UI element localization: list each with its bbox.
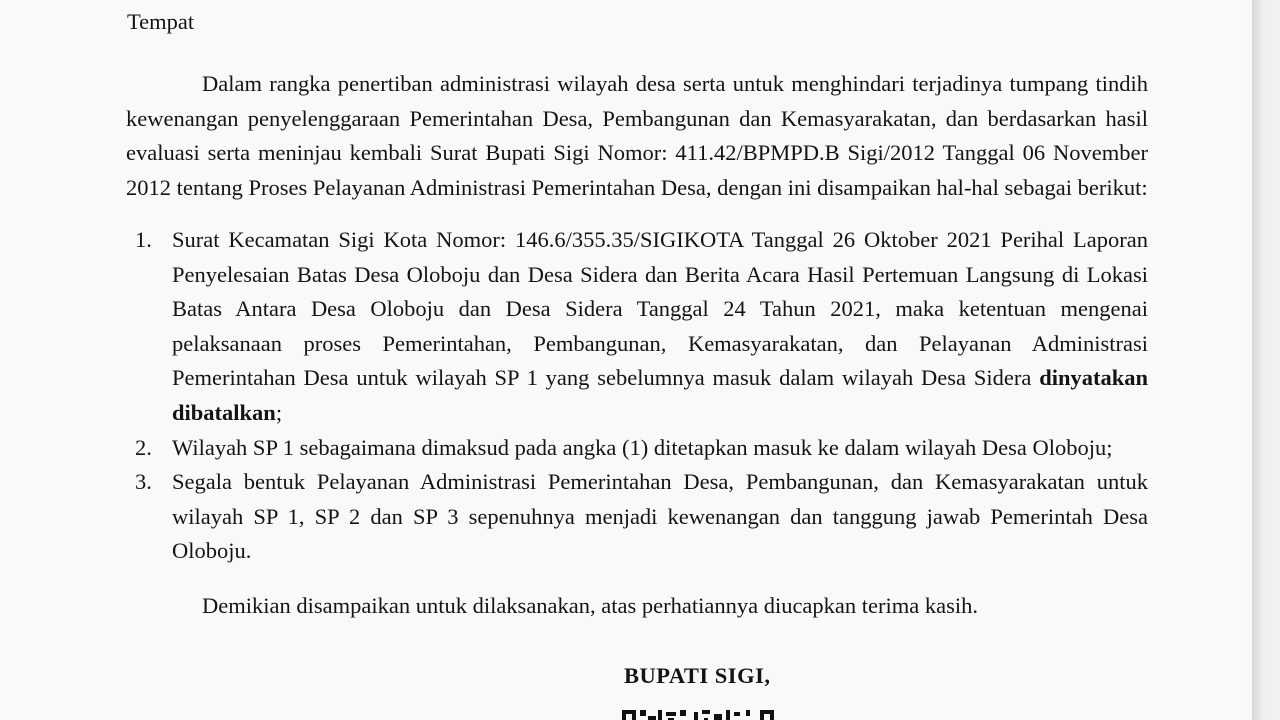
page-edge xyxy=(1252,0,1280,720)
list-item-body: Surat Kecamatan Sigi Kota Nomor: 146.6/355.35/SIGIKOTA Tanggal 26 Oktober 2021 Perihal Laporan Penyelesaian Batas Desa Oloboju dan Desa Sidera dan Berita Acara Hasil Pertemuan Langsung di Lokasi Batas Antara Desa Oloboju dan Desa Sidera Tanggal 24 Tahun 2021, maka ketentuan mengenai pelaksanaan proses Pemerintahan, Pembangunan, Kemasyarakatan, dan Pelayanan Administrasi Pemerintahan Desa untuk wilayah SP 1 yang sebelumnya masuk dalam wilayah Desa Sidera xyxy=(172,227,1148,391)
signatory-title: BUPATI SIGI, xyxy=(624,663,771,688)
list-item-text: Wilayah SP 1 sebagaimana dimaksud pada angka (1) ditetapkan masuk ke dalam wilayah Desa Oloboju; xyxy=(172,434,1113,460)
qr-code-icon xyxy=(622,706,774,720)
list-item-number: 1. xyxy=(135,227,152,252)
list-item-text: Segala bentuk Pelayanan Administrasi Pemerintahan Desa, Pembangunan, dan Kemasyarakatan untuk wilayah SP 1, SP 2 dan SP 3 sepenuhnya menjadi kewenangan dan tanggung jawab Pemerintah Desa Oloboju. xyxy=(172,469,1148,564)
list-item xyxy=(126,223,1148,431)
list-item xyxy=(126,465,1148,569)
numbered-list xyxy=(126,223,1148,569)
list-item-suffix: ; xyxy=(275,399,283,425)
addressee-place: Tempat xyxy=(127,9,195,34)
list-item-number: 3. xyxy=(135,469,152,495)
opening-paragraph: Dalam rangka penertiban administrasi wilayah desa serta untuk menghindari terjadinya tumpang tindih kewenangan penyelenggaraan Pemerintahan Desa, Pembangunan dan Kemasyarakatan, dan berdasarkan hasil evaluasi serta meninjau kembali Surat Bupati Sigi Nomor: 411.42/BPMPD.B Sigi/2012 Tanggal 06 November 2012 tentang Proses Pelayanan Administrasi Pemerintahan Desa, dengan ini disampaikan hal-hal sebagai berikut: xyxy=(126,71,1148,200)
list-item-number: 2. xyxy=(135,434,152,460)
list-item xyxy=(126,431,1148,466)
list-item-emphasis: dinyatakan dibatalkan xyxy=(172,365,1148,425)
closing-statement: Demikian disampaikan untuk dilaksanakan, atas perhatiannya diucapkan terima kasih. xyxy=(202,593,978,618)
list-item-text xyxy=(172,223,1148,431)
